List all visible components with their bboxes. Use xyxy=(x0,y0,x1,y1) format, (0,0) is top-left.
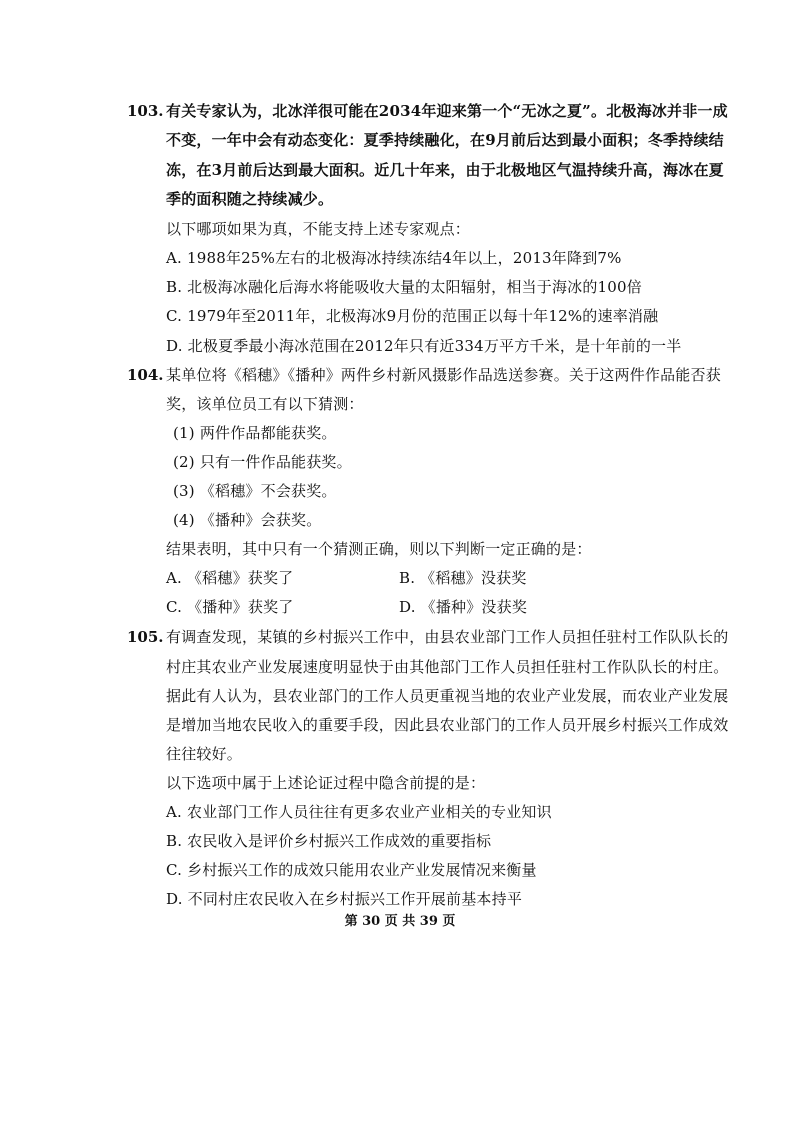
option-d: D. 不同村庄农民收入在乡村振兴工作开展前基本持平 xyxy=(166,890,523,908)
question-number: 104. xyxy=(127,366,164,384)
page-footer: 第 30 页 共 39 页 xyxy=(344,914,456,929)
question-stem-line: 奖，该单位员工有以下猜测： xyxy=(166,395,364,413)
question-stem-line: 村庄其农业产业发展速度明显快于由其他部门工作人员担任驻村工作队队长的村庄。 xyxy=(166,658,729,676)
option-a: A. 1988年25%左右的北极海冰持续冻结4年以上，2013年降到7% xyxy=(166,249,622,267)
option-b: B. 北极海冰融化后海水将能吸收大量的太阳辐射，相当于海冰的100倍 xyxy=(166,278,642,296)
question-number: 105. xyxy=(127,628,164,646)
question-stem-line: 冻，在3月前后达到最大面积。近几十年来，由于北极地区气温持续升高，海冰在夏 xyxy=(166,161,724,179)
option-a: A. 农业部门工作人员往往有更多农业产业相关的专业知识 xyxy=(166,803,552,821)
option-d: D. 《播种》没获奖 xyxy=(399,598,528,616)
option-d: D. 北极夏季最小海冰范围在2012年只有近334万平方千米，是十年前的一半 xyxy=(166,337,682,355)
question-stem-line: 是增加当地农民收入的重要手段，因此县农业部门的工作人员开展乡村振兴工作成效 xyxy=(166,716,729,734)
question-stem-line: 往往较好。 xyxy=(166,745,243,763)
option-a: A. 《稻穗》获奖了 xyxy=(166,569,294,587)
question-prompt: 结果表明，其中只有一个猜测正确，则以下判断一定正确的是： xyxy=(166,540,592,558)
question-stem-line: 不变，一年中会有动态变化：夏季持续融化，在9月前后达到最小面积；冬季持续结 xyxy=(166,131,724,149)
question-stem-line: 某单位将《稻穗》《播种》两件乡村新风摄影作品选送参赛。关于这两件作品能否获 xyxy=(166,366,721,384)
guess-item: (2) 只有一件作品能获奖。 xyxy=(173,453,352,471)
question-stem-line: 季的面积随之持续减少。 xyxy=(166,190,334,208)
question-number: 103. xyxy=(127,102,164,120)
question-prompt: 以下选项中属于上述论证过程中隐含前提的是： xyxy=(166,774,486,792)
question-stem-line: 有调查发现，某镇的乡村振兴工作中，由县农业部门工作人员担任驻村工作队队长的 xyxy=(166,628,729,646)
question-prompt: 以下哪项如果为真，不能支持上述专家观点： xyxy=(166,220,471,238)
guess-item: (4) 《播种》会获奖。 xyxy=(173,511,322,529)
option-c: C. 《播种》获奖了 xyxy=(166,598,294,616)
option-b: B. 农民收入是评价乡村振兴工作成效的重要指标 xyxy=(166,832,492,850)
option-c: C. 乡村振兴工作的成效只能用农业产业发展情况来衡量 xyxy=(166,861,537,879)
guess-item: (3) 《稻穗》不会获奖。 xyxy=(173,482,337,500)
question-stem-line: 有关专家认为，北冰洋很可能在2034年迎来第一个“无冰之夏”。北极海冰并非一成 xyxy=(166,102,728,120)
option-b: B. 《稻穗》没获奖 xyxy=(399,569,527,587)
question-stem-line: 据此有人认为，县农业部门的工作人员更重视当地的农业产业发展，而农业产业发展 xyxy=(166,687,729,705)
option-c: C. 1979年至2011年，北极海冰9月份的范围正以每十年12%的速率消融 xyxy=(166,307,659,325)
guess-item: (1) 两件作品都能获奖。 xyxy=(173,424,337,442)
